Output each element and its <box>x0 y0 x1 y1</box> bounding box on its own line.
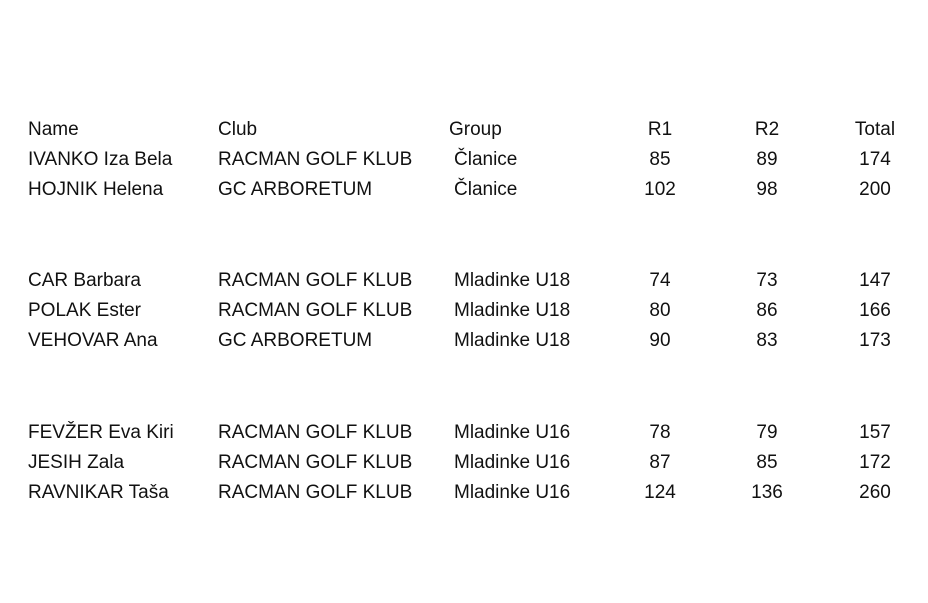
table-row <box>0 175 928 205</box>
table-row <box>0 145 928 175</box>
player-name: RAVNIKAR Taša <box>28 482 169 503</box>
player-group: Mladinke U16 <box>454 422 571 443</box>
round-1-score: 80 <box>649 300 671 321</box>
round-2-score: 85 <box>756 452 778 473</box>
player-club: RACMAN GOLF KLUB <box>218 482 413 503</box>
table-row <box>0 266 928 296</box>
header-group: Group <box>449 119 502 140</box>
player-club: RACMAN GOLF KLUB <box>218 422 413 443</box>
round-1-score: 102 <box>644 179 676 200</box>
round-2-score: 98 <box>756 179 778 200</box>
player-club: GC ARBORETUM <box>218 330 373 351</box>
total-score: 147 <box>859 270 891 291</box>
table-row <box>0 448 928 478</box>
table-row <box>0 418 928 448</box>
player-name: HOJNIK Helena <box>28 179 164 200</box>
player-group: Mladinke U16 <box>454 452 571 473</box>
header-r1: R1 <box>647 119 673 140</box>
player-name: IVANKO Iza Bela <box>28 149 173 170</box>
round-2-score: 83 <box>756 330 778 351</box>
round-2-score: 89 <box>756 149 778 170</box>
round-1-score: 85 <box>649 149 671 170</box>
header-name: Name <box>28 119 79 140</box>
round-2-score: 73 <box>756 270 778 291</box>
round-1-score: 124 <box>644 482 676 503</box>
player-name: VEHOVAR Ana <box>28 330 158 351</box>
table-row <box>0 478 928 508</box>
player-club: RACMAN GOLF KLUB <box>218 270 413 291</box>
player-name: JESIH Zala <box>28 452 125 473</box>
round-2-score: 79 <box>756 422 778 443</box>
table-header <box>0 115 928 145</box>
total-score: 260 <box>859 482 891 503</box>
total-score: 166 <box>859 300 891 321</box>
round-1-score: 74 <box>649 270 671 291</box>
player-group: Mladinke U16 <box>454 482 571 503</box>
player-club: GC ARBORETUM <box>218 179 373 200</box>
header-total: Total <box>854 119 896 140</box>
round-2-score: 136 <box>751 482 783 503</box>
table-row <box>0 326 928 356</box>
player-group: Mladinke U18 <box>454 300 571 321</box>
player-club: RACMAN GOLF KLUB <box>218 452 413 473</box>
table-row <box>0 296 928 326</box>
player-group: Članice <box>454 149 518 170</box>
player-group: Mladinke U18 <box>454 270 571 291</box>
total-score: 157 <box>859 422 891 443</box>
total-score: 200 <box>859 179 891 200</box>
player-name: FEVŽER Eva Kiri <box>28 422 174 443</box>
player-name: CAR Barbara <box>28 270 141 291</box>
total-score: 172 <box>859 452 891 473</box>
player-group: Mladinke U18 <box>454 330 571 351</box>
round-1-score: 87 <box>649 452 671 473</box>
total-score: 174 <box>859 149 891 170</box>
header-r2: R2 <box>754 119 780 140</box>
player-name: POLAK Ester <box>28 300 141 321</box>
header-club: Club <box>218 119 258 140</box>
total-score: 173 <box>859 330 891 351</box>
round-1-score: 90 <box>649 330 671 351</box>
player-club: RACMAN GOLF KLUB <box>218 149 413 170</box>
player-club: RACMAN GOLF KLUB <box>218 300 413 321</box>
player-group: Članice <box>454 179 518 200</box>
round-2-score: 86 <box>756 300 778 321</box>
round-1-score: 78 <box>649 422 671 443</box>
